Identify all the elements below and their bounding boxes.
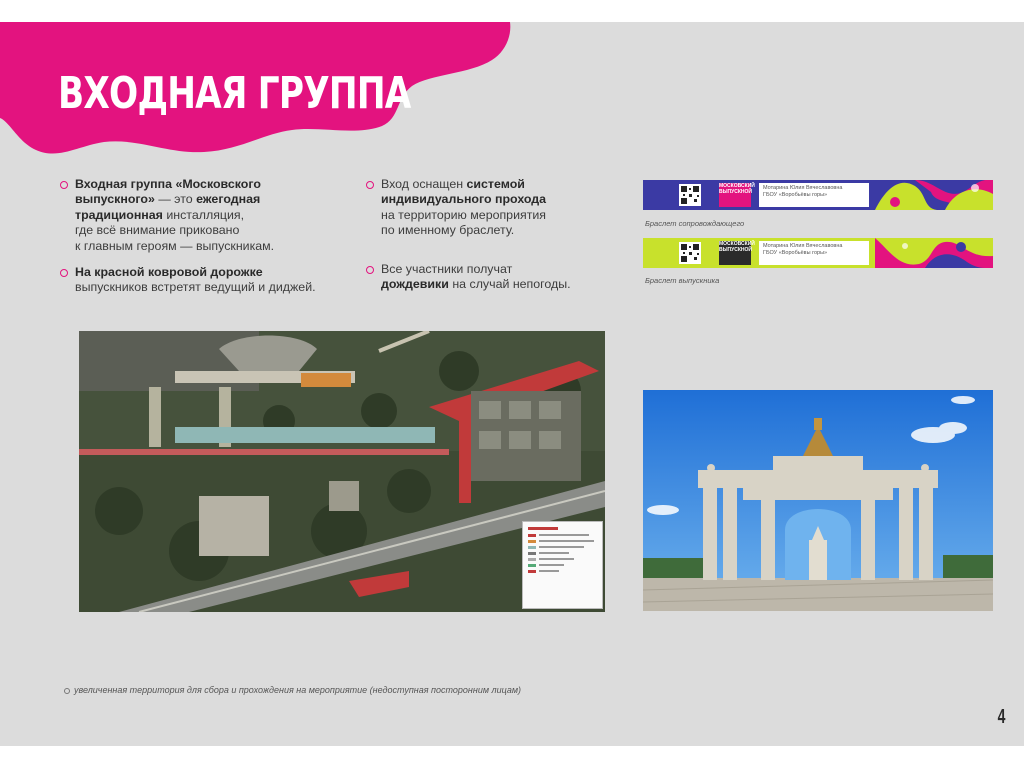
bracelet-info [759, 241, 869, 265]
bold-text: традиционная [75, 207, 163, 222]
bullet-line [75, 239, 350, 254]
page-number: 4 [997, 706, 1006, 728]
bracelet-pattern [875, 238, 993, 268]
ring-bullet-icon [60, 269, 68, 277]
text-segment: инсталляция, [162, 207, 245, 222]
bracelet-logo: МОСКОВСКИЙ ВЫПУСКНОЙ [719, 183, 751, 207]
text-segment: Все участники получат [381, 262, 513, 276]
bullet-red-carpet [60, 265, 360, 296]
bullet-raincoats [366, 262, 626, 293]
bracelet-graduate [643, 238, 993, 268]
ring-bullet-icon [60, 181, 68, 189]
bracelet-holder-name: Мотарина Юлия Вячеславовна [763, 243, 843, 249]
bullet-line [75, 177, 350, 192]
bullet-line [381, 277, 626, 292]
bold-text: индивидуального прохода [381, 192, 547, 207]
presentation-slide [0, 22, 1024, 746]
footnote-text: увеличенная территория для сбора и прохождения на мероприятие (недоступная посторонним лицам) [74, 685, 521, 695]
page-title: ВХОДНАЯ ГРУППА [58, 68, 411, 119]
bullet-line [381, 192, 626, 207]
bracelet-escort-caption: Браслет сопровождающего [645, 219, 745, 228]
footnote [64, 685, 521, 695]
bold-text: ежегодная [196, 192, 261, 207]
text-segment: на территорию мероприятия [381, 207, 547, 222]
text-segment: где всё внимание приковано [75, 223, 240, 238]
bold-text: дождевики [381, 277, 449, 292]
text-segment: на случай непогоды. [448, 277, 571, 292]
text-segment: Вход оснащен [381, 177, 467, 191]
bullet-line [75, 265, 360, 280]
bracelet-logo: МОСКОВСКИЙ ВЫПУСКНОЙ [719, 241, 751, 265]
bullet-text [366, 177, 626, 239]
ring-bullet-icon [64, 688, 70, 694]
bullet-access-system [366, 177, 626, 239]
bullet-line [381, 262, 626, 277]
bold-text: На красной ковровой дорожке [75, 265, 263, 279]
bracelet-info [759, 183, 869, 207]
bullet-line [75, 208, 350, 223]
bullet-line [381, 177, 626, 192]
bullet-line [75, 192, 350, 207]
bullet-entrance-group [60, 177, 350, 254]
bullet-line [75, 223, 350, 238]
bullet-line [381, 223, 626, 238]
satellite-site-map [79, 331, 605, 612]
bullet-line [381, 208, 626, 223]
qr-code-icon [679, 242, 701, 264]
ring-bullet-icon [366, 266, 374, 274]
ring-bullet-icon [366, 181, 374, 189]
bullet-text [366, 262, 626, 293]
text-segment: выпускников встретят ведущий и диджей. [75, 280, 316, 295]
bold-text: системой [466, 177, 525, 191]
vdnkh-arch-image [643, 390, 993, 611]
text-segment: — это [154, 192, 197, 207]
bullet-text [60, 177, 350, 254]
bracelet-org: ГБОУ «Воробьёвы горы» [763, 192, 828, 198]
bullet-text [60, 265, 360, 296]
bracelet-graduate-caption: Браслет выпускника [645, 276, 720, 285]
bracelet-escort [643, 180, 993, 210]
text-segment: к главным героям — выпускникам. [75, 238, 275, 253]
arch-photo [643, 390, 993, 611]
bullet-line [75, 280, 360, 295]
bracelet-org: ГБОУ «Воробьёвы горы» [763, 250, 828, 256]
bold-text: Входная группа «Московского [75, 177, 261, 191]
bracelet-pattern [875, 180, 993, 210]
text-segment: по именному браслету. [381, 223, 515, 238]
bracelet-holder-name: Мотарина Юлия Вячеславовна [763, 185, 843, 191]
map-legend [522, 521, 603, 609]
bold-text: выпускного» [75, 192, 155, 207]
qr-code-icon [679, 184, 701, 206]
